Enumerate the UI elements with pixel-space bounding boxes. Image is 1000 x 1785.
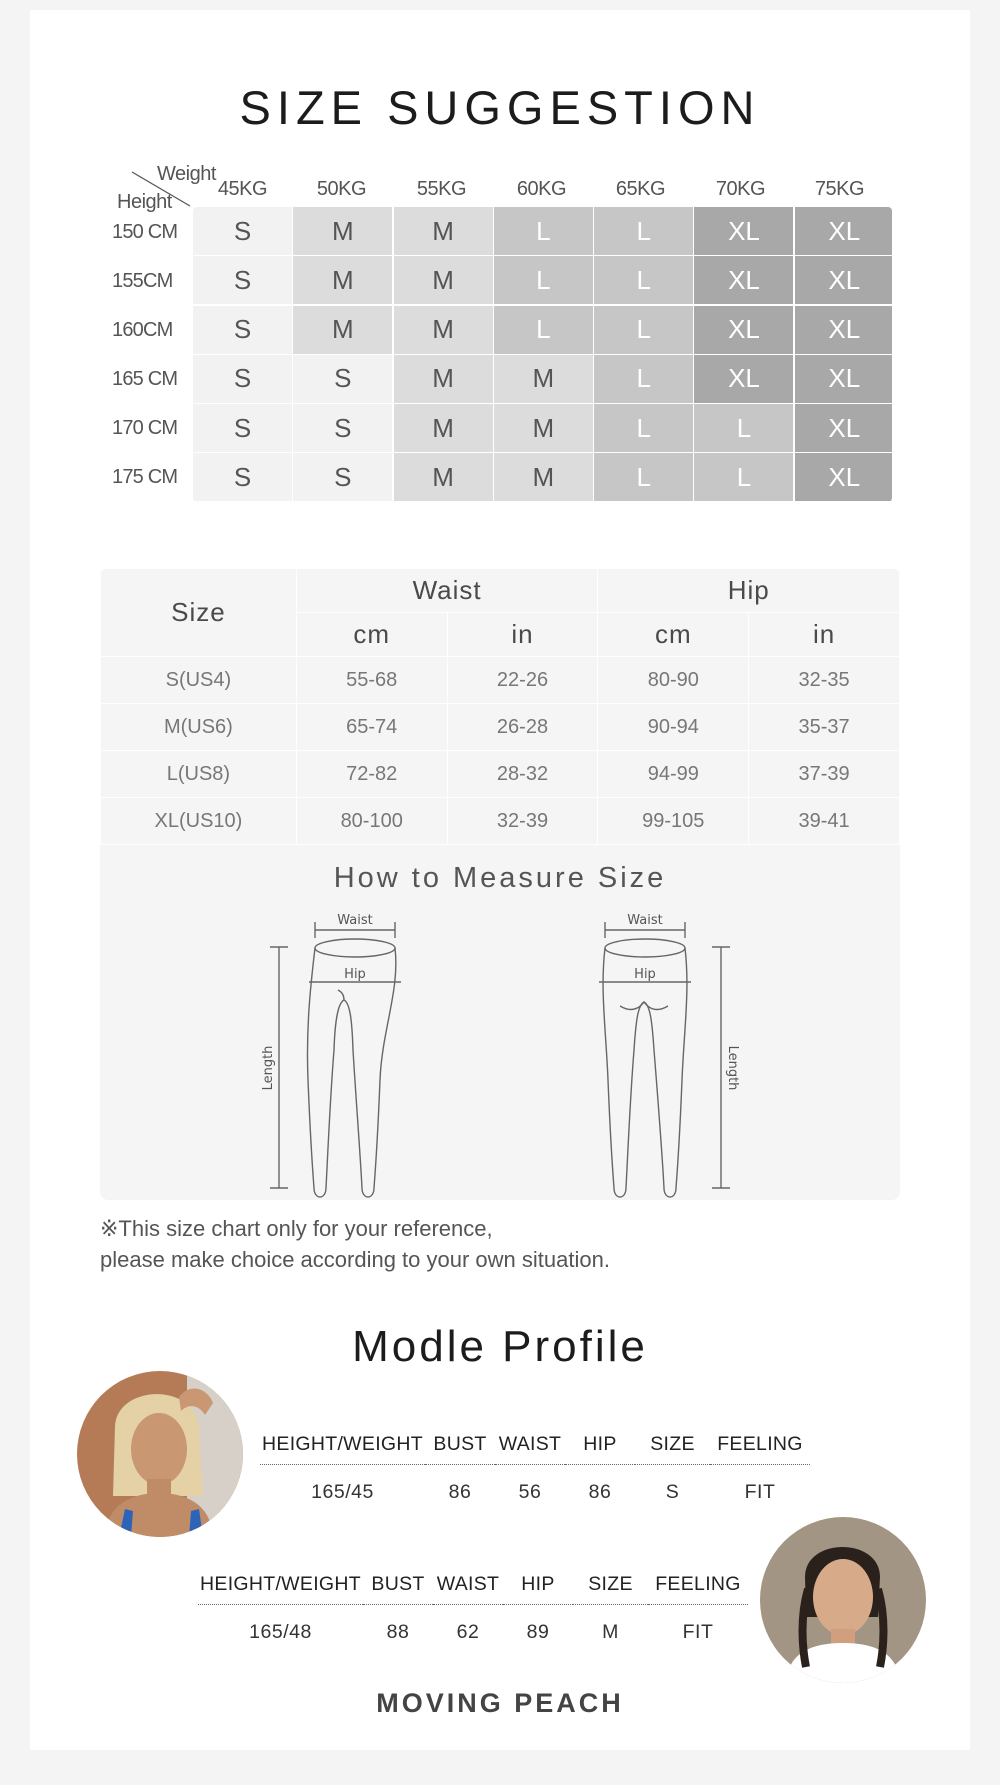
profile-value: 165/48 — [249, 1620, 312, 1643]
unit-header: in — [447, 613, 598, 657]
size-cell: XL — [694, 256, 793, 304]
height-header: 155CM — [112, 270, 173, 292]
model-1-avatar — [77, 1371, 243, 1537]
size-cell: L — [594, 256, 693, 304]
size-label-cell: XL(US10) — [101, 798, 297, 845]
size-cell: L — [494, 306, 593, 354]
corner-weight-label: Weight — [157, 163, 216, 185]
size-suggestion-grid — [193, 207, 892, 502]
size-cell: L — [594, 306, 693, 354]
size-cell: XL — [795, 306, 892, 354]
size-cell: L — [594, 355, 693, 403]
profile-header: SIZE — [650, 1433, 695, 1456]
weight-header: 75KG — [814, 178, 865, 200]
table-row — [101, 657, 900, 704]
measurement-cell: 80-90 — [598, 657, 749, 704]
profile-header: HEIGHT/WEIGHT — [262, 1433, 423, 1456]
profile-value: 62 — [456, 1620, 480, 1643]
measurement-cell: 39-41 — [749, 798, 900, 845]
leggings-front-diagram — [250, 900, 420, 1205]
size-label-cell: S(US4) — [101, 657, 297, 704]
weight-header: 50KG — [316, 178, 367, 200]
size-cell: M — [494, 453, 593, 501]
weight-header: 55KG — [416, 178, 467, 200]
size-cell: M — [494, 404, 593, 452]
profile-header: WAIST — [498, 1433, 562, 1456]
measurement-cell: 28-32 — [447, 751, 598, 798]
measurement-cell: 22-26 — [447, 657, 598, 704]
size-suggestion-title: SIZE SUGGESTION — [239, 81, 761, 134]
how-to-measure-title: How to Measure Size — [333, 862, 667, 894]
leggings-back-diagram — [580, 900, 750, 1205]
size-cell: S — [193, 306, 292, 354]
profile-value: FIT — [744, 1480, 776, 1503]
model-1-profile-table — [260, 1426, 810, 1517]
back-length-label: Length — [725, 1045, 740, 1091]
size-cell: S — [193, 404, 292, 452]
size-cell: M — [293, 207, 392, 255]
profile-header: BUST — [433, 1433, 487, 1456]
size-cell: XL — [694, 355, 793, 403]
model-profile-title: Modle Profile — [352, 1322, 648, 1371]
corner-height-label: Height — [117, 191, 172, 213]
size-cell: L — [494, 256, 593, 304]
size-cell: XL — [795, 404, 892, 452]
profile-value: 89 — [526, 1620, 550, 1643]
measurement-cell: 94-99 — [598, 751, 749, 798]
size-cell: S — [193, 355, 292, 403]
measurement-cell: 80-100 — [296, 798, 447, 845]
size-measurement-table — [100, 568, 900, 845]
table-row — [101, 798, 900, 845]
measurement-cell: 32-39 — [447, 798, 598, 845]
model-2-profile-table — [198, 1566, 748, 1657]
size-cell: M — [394, 355, 493, 403]
size-cell: L — [594, 453, 693, 501]
size-cell: M — [394, 404, 493, 452]
size-cell: L — [494, 207, 593, 255]
back-waist-label: Waist — [627, 913, 663, 928]
size-cell: M — [293, 306, 392, 354]
hip-header: Hip — [598, 569, 900, 613]
height-header: 165 CM — [112, 368, 178, 390]
profile-header: SIZE — [588, 1573, 633, 1596]
size-cell: L — [594, 404, 693, 452]
size-cell: L — [694, 453, 793, 501]
profile-value: M — [602, 1620, 619, 1643]
size-label-cell: L(US8) — [101, 751, 297, 798]
size-cell: XL — [795, 207, 892, 255]
measurement-cell: 99-105 — [598, 798, 749, 845]
measurement-cell: 26-28 — [447, 704, 598, 751]
unit-header: in — [749, 613, 900, 657]
note-line-1: ※This size chart only for your reference, — [100, 1216, 493, 1241]
measurement-cell: 32-35 — [749, 657, 900, 704]
size-column-header: Size — [101, 569, 297, 657]
front-length-label: Length — [261, 1045, 276, 1091]
profile-header: FEELING — [655, 1573, 741, 1596]
weight-header: 65KG — [615, 178, 666, 200]
height-header: 170 CM — [112, 417, 178, 439]
height-header: 160CM — [112, 319, 173, 341]
size-cell: M — [293, 256, 392, 304]
size-cell: M — [394, 306, 493, 354]
size-cell: M — [394, 453, 493, 501]
size-cell: S — [293, 404, 392, 452]
profile-value: FIT — [682, 1620, 714, 1643]
measurement-cell: 55-68 — [296, 657, 447, 704]
profile-value: 86 — [588, 1480, 612, 1503]
size-cell: XL — [795, 355, 892, 403]
model-2-avatar — [760, 1517, 926, 1683]
size-cell: S — [293, 355, 392, 403]
size-cell: XL — [795, 453, 892, 501]
profile-value: 86 — [448, 1480, 472, 1503]
profile-header: HEIGHT/WEIGHT — [200, 1573, 361, 1596]
height-header: 175 CM — [112, 466, 178, 488]
back-hip-label: Hip — [634, 967, 656, 982]
size-chart-note — [100, 1213, 610, 1275]
size-cell: XL — [694, 207, 793, 255]
waist-header: Waist — [296, 569, 598, 613]
measurement-cell: 90-94 — [598, 704, 749, 751]
size-cell: S — [193, 207, 292, 255]
measurement-cell: 72-82 — [296, 751, 447, 798]
weight-header: 45KG — [217, 178, 268, 200]
table-row — [101, 751, 900, 798]
front-waist-label: Waist — [337, 913, 373, 928]
size-cell: M — [394, 207, 493, 255]
height-header: 150 CM — [112, 221, 178, 243]
table-row — [101, 704, 900, 751]
size-cell: M — [494, 355, 593, 403]
brand-logo: MOVING PEACH — [376, 1688, 624, 1718]
profile-header: BUST — [371, 1573, 425, 1596]
size-cell: L — [594, 207, 693, 255]
size-cell: S — [193, 453, 292, 501]
size-label-cell: M(US6) — [101, 704, 297, 751]
size-cell: S — [293, 453, 392, 501]
weight-header: 70KG — [715, 178, 766, 200]
size-cell: S — [193, 256, 292, 304]
profile-header: HIP — [583, 1433, 617, 1456]
measurement-cell: 65-74 — [296, 704, 447, 751]
measurement-cell: 35-37 — [749, 704, 900, 751]
measurement-cell: 37-39 — [749, 751, 900, 798]
profile-value: 56 — [518, 1480, 542, 1503]
profile-value: 88 — [386, 1620, 410, 1643]
size-cell: L — [694, 404, 793, 452]
unit-header: cm — [598, 613, 749, 657]
profile-header: FEELING — [717, 1433, 803, 1456]
size-cell: XL — [795, 256, 892, 304]
profile-value: 165/45 — [311, 1480, 374, 1503]
weight-header: 60KG — [516, 178, 567, 200]
front-hip-label: Hip — [344, 967, 366, 982]
size-cell: XL — [694, 306, 793, 354]
profile-header: WAIST — [436, 1573, 500, 1596]
profile-value: S — [665, 1480, 680, 1503]
unit-header: cm — [296, 613, 447, 657]
profile-header: HIP — [521, 1573, 555, 1596]
note-line-2: please make choice according to your own situation. — [100, 1247, 610, 1272]
size-cell: M — [394, 256, 493, 304]
